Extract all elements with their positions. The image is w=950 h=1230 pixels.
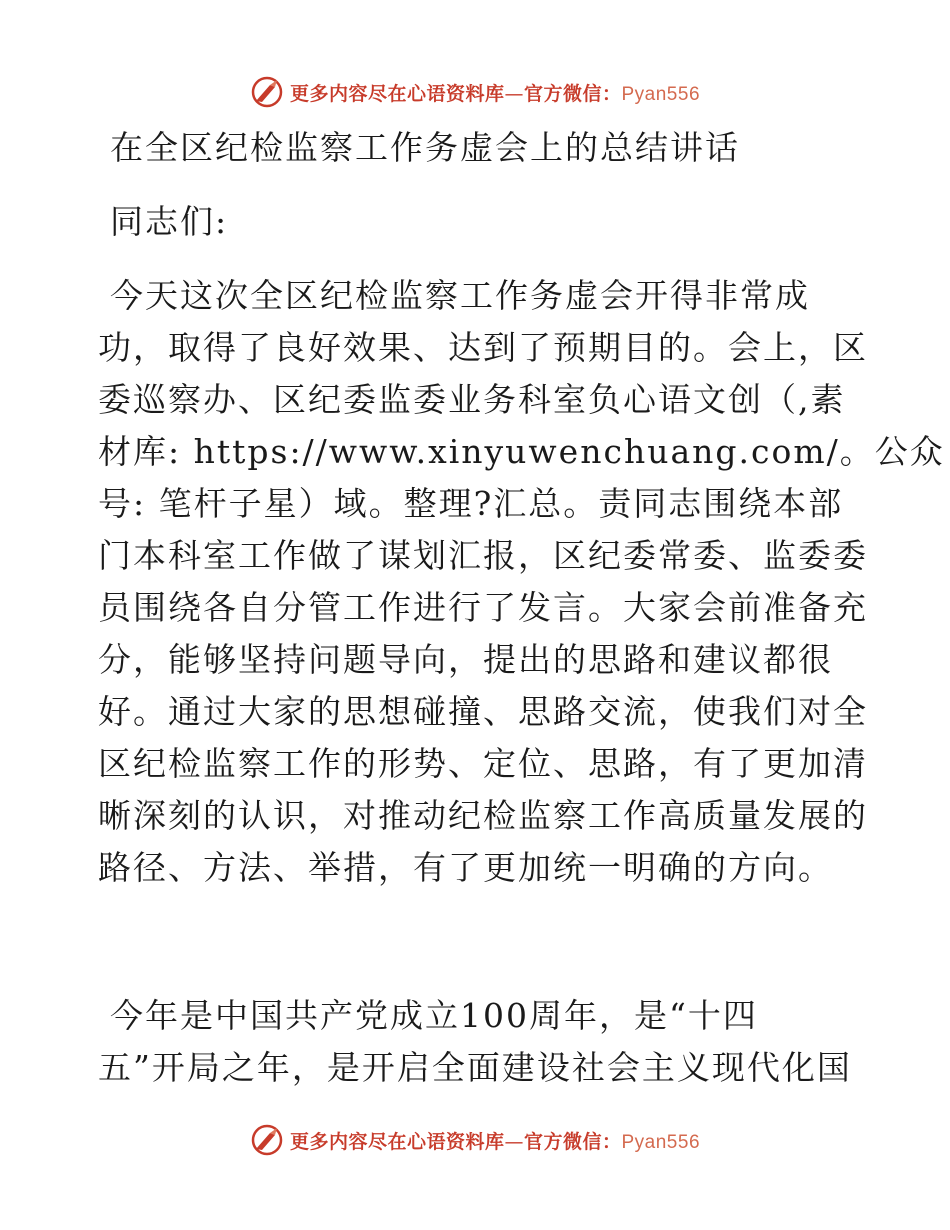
paragraph-line: 委巡察办、区纪委监委业务科室负心语文创（,素 [98,380,846,419]
paragraph-line: 分，能够坚持问题导向，提出的思路和建议都很 [98,640,833,679]
paragraph-line: 功，取得了良好效果、达到了预期目的。会上，区 [98,328,868,367]
salutation: 同志们: [110,202,229,241]
pen-nib-circle-icon [250,75,284,109]
pen-nib-circle-icon [250,1123,284,1157]
paragraph-line: 五”开局之年，是开启全面建设社会主义现代化国 [98,1048,852,1087]
banner-main-text: 更多内容尽在心语资料库 [289,1130,505,1153]
paragraph-line: 门本科室工作做了谋划汇报，区纪委常委、监委委 [98,536,868,575]
banner-wechat-id: Pyan556 [621,83,701,105]
paragraph-line: 今年是中国共产党成立100周年，是“十四 [110,996,758,1035]
banner-separator: — [504,1130,524,1153]
document-title: 在全区纪检监察工作务虚会上的总结讲话 [110,128,740,167]
paragraph-2 [98,990,858,1094]
paragraph-line: 号: 笔杆子星）域。整理?汇总。责同志围绕本部 [98,484,844,523]
banner-text [290,79,700,106]
paragraph-line: 区纪检监察工作的形势、定位、思路，有了更加清 [98,744,868,783]
banner-main-text: 更多内容尽在心语资料库 [289,82,505,105]
paragraph-1 [98,270,945,894]
header-banner [0,72,950,112]
banner-wechat-id: Pyan556 [621,1131,701,1153]
banner-wechat-label: 官方微信： [523,82,622,105]
paragraph-line: 员围绕各自分管工作进行了发言。大家会前准备充 [98,588,868,627]
paragraph-line: 路径、方法、举措，有了更加统一明确的方向。 [98,848,833,887]
banner-separator: — [504,82,524,105]
banner-text [290,1127,700,1154]
paragraph-line: 晰深刻的认识，对推动纪检监察工作高质量发展的 [98,796,868,835]
footer-banner [0,1120,950,1160]
paragraph-line: 材库: https://www.xinyuwenchuang.com/。公众 [98,432,945,471]
banner-wechat-label: 官方微信： [523,1130,622,1153]
paragraph-line: 好。通过大家的思想碰撞、思路交流，使我们对全 [98,692,868,731]
paragraph-line: 今天这次全区纪检监察工作务虚会开得非常成 [110,276,810,315]
